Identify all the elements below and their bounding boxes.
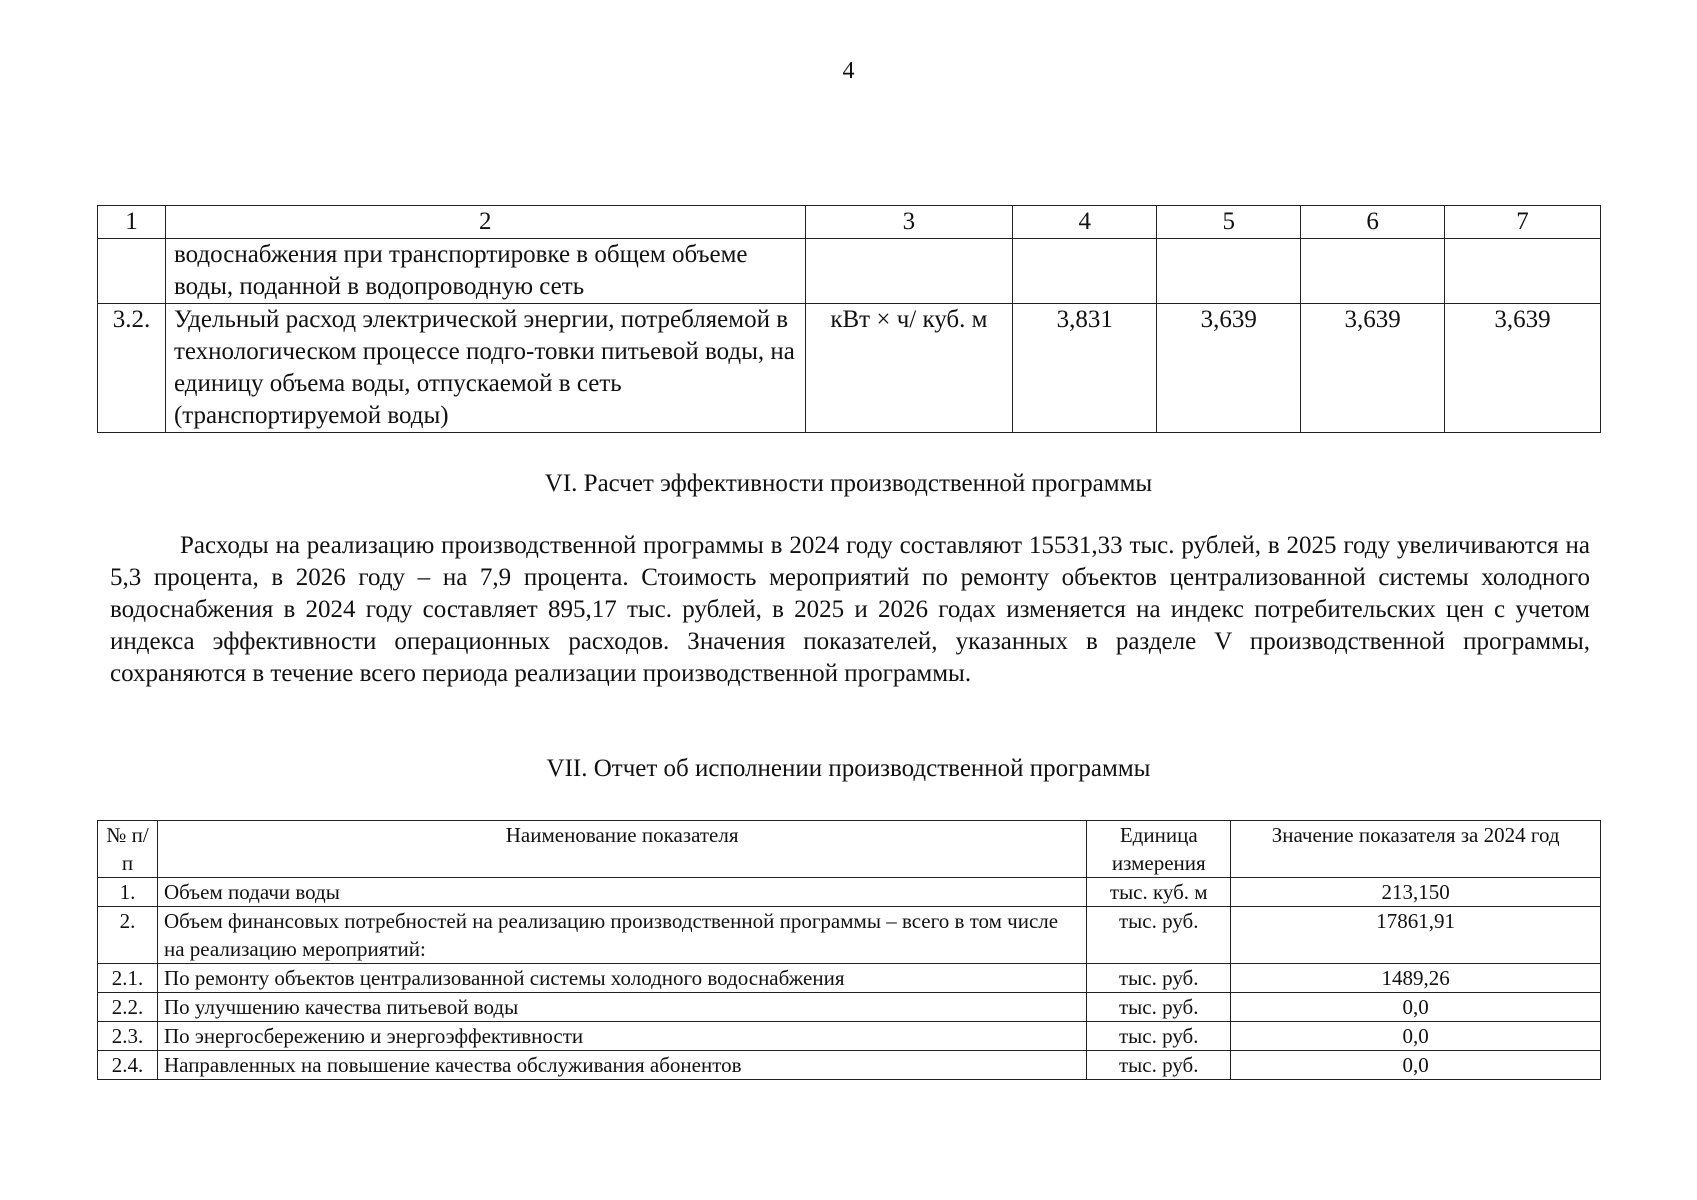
table-row: [98, 1022, 1601, 1051]
table-header-row: [98, 206, 1601, 239]
row-value: [1445, 239, 1601, 304]
column-header: 7: [1445, 206, 1601, 239]
row-unit: тыс. руб.: [1087, 1051, 1231, 1080]
column-header: 4: [1013, 206, 1157, 239]
row-name: Объем финансовых потребностей на реализацию производственной программы – всего в том числе на реализацию мероприятий:: [157, 907, 1086, 964]
row-unit: тыс. руб.: [1087, 964, 1231, 993]
section-7-title: VII. Отчет об исполнении производственной программы: [546, 755, 1151, 782]
row-name: Направленных на повышение качества обслуживания абонентов: [157, 1051, 1086, 1080]
table-row: [98, 964, 1601, 993]
row-number: 2.: [98, 907, 158, 964]
row-value: 3,639: [1301, 304, 1445, 433]
column-header-value: Значение показателя за 2024 год: [1231, 821, 1601, 878]
row-value: [1301, 239, 1445, 304]
table-row: [98, 304, 1601, 433]
section-6-title: VI. Расчет эффективности производственной программы: [544, 470, 1153, 497]
row-value: 0,0: [1231, 993, 1601, 1022]
row-name: По улучшению качества питьевой воды: [157, 993, 1086, 1022]
row-value: 17861,91: [1231, 907, 1601, 964]
row-unit: тыс. руб.: [1087, 907, 1231, 964]
column-header: 6: [1301, 206, 1445, 239]
column-header: 1: [98, 206, 166, 239]
row-unit: тыс. руб.: [1087, 1022, 1231, 1051]
row-number: [98, 239, 166, 304]
page-number: 4: [842, 58, 855, 84]
column-header-name: Наименование показателя: [157, 821, 1086, 878]
row-value: 3,639: [1157, 304, 1301, 433]
table-row: [98, 239, 1601, 304]
row-number: 2.3.: [98, 1022, 158, 1051]
row-unit: кВт × ч/ куб. м: [805, 304, 1013, 433]
row-value: 0,0: [1231, 1051, 1601, 1080]
row-name: Удельный расход электрической энергии, потребляемой в технологическом процессе подго-товки питьевой воды, на единицу объема воды, отпускаемой в сеть (транспортируемой воды): [165, 304, 805, 433]
row-value: 3,639: [1445, 304, 1601, 433]
row-name: По энергосбережению и энергоэффективности: [157, 1022, 1086, 1051]
column-header: 3: [805, 206, 1013, 239]
column-header: 5: [1157, 206, 1301, 239]
section-6-paragraph: Расходы на реализацию производственной программы в 2024 году составляют 15531,33 тыс. рублей, в 2025 году увеличиваются на 5,3 процента, в 2026 году – на 7,9 процента. Стоимость мероприятий по ремонту объектов централизованной системы холодного водоснабжения в 2024 году составляет 895,17 тыс. рублей, в 2025 и 2026 годах изменяется на индекс потребительских цен с учетом индекса эффективности операционных расходов. Значения показателей, указанных в разделе V производственной программы, сохраняются в течение всего периода реализации производственной программы.: [110, 532, 1590, 687]
row-value: 1489,26: [1231, 964, 1601, 993]
row-number: 2.1.: [98, 964, 158, 993]
row-value: [1013, 239, 1157, 304]
table-row: [98, 878, 1601, 907]
row-value: 3,831: [1013, 304, 1157, 433]
row-unit: тыс. руб.: [1087, 993, 1231, 1022]
row-number: 3.2.: [98, 304, 166, 433]
row-number: 2.4.: [98, 1051, 158, 1080]
column-header: 2: [165, 206, 805, 239]
table-row: [98, 907, 1601, 964]
column-header-number: № п/п: [98, 821, 158, 878]
row-unit: [805, 239, 1013, 304]
report-table: [97, 820, 1601, 1080]
row-number: 2.2.: [98, 993, 158, 1022]
row-unit: тыс. куб. м: [1087, 878, 1231, 907]
row-name: По ремонту объектов централизованной системы холодного водоснабжения: [157, 964, 1086, 993]
row-name: Объем подачи воды: [157, 878, 1086, 907]
row-name: водоснабжения при транспортировке в общем объеме воды, поданной в водопроводную сеть: [165, 239, 805, 304]
row-number: 1.: [98, 878, 158, 907]
row-value: [1157, 239, 1301, 304]
table-header-row: [98, 821, 1601, 878]
table-row: [98, 993, 1601, 1022]
indicators-table: [97, 205, 1601, 433]
row-value: 213,150: [1231, 878, 1601, 907]
column-header-unit: Единица измерения: [1087, 821, 1231, 878]
row-value: 0,0: [1231, 1022, 1601, 1051]
table-row: [98, 1051, 1601, 1080]
